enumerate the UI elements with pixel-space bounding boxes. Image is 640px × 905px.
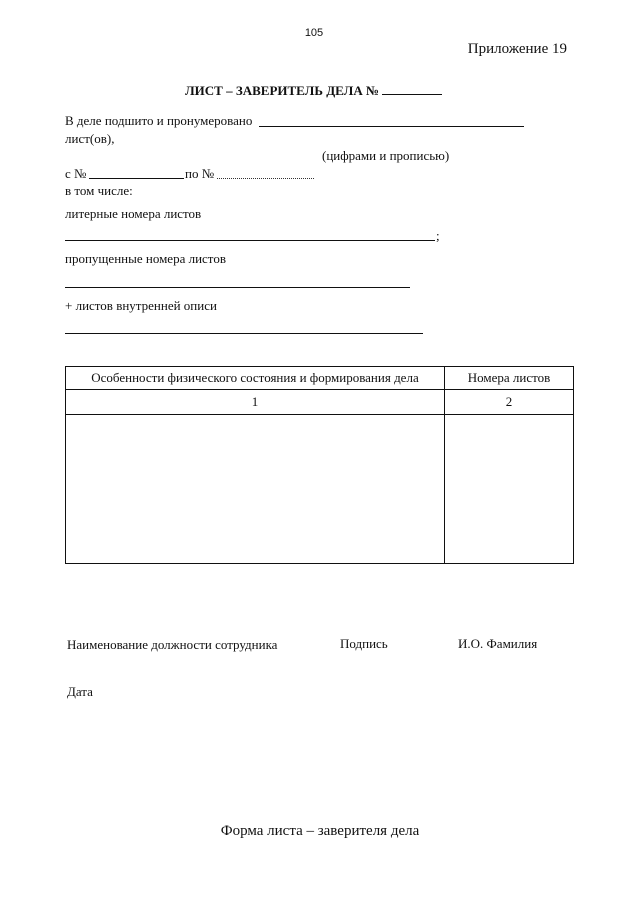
form-title-text: ЛИСТ – ЗАВЕРИТЕЛЬ ДЕЛА № [185, 83, 380, 98]
table-cell [445, 415, 574, 564]
table-row [66, 415, 574, 564]
table-numbering-row [66, 390, 574, 415]
case-number-blank [382, 82, 442, 95]
inner-inventory-line [65, 333, 423, 334]
digits-hint: (цифрами и прописью) [322, 148, 450, 163]
to-number-line [217, 178, 314, 179]
full-name-label: И.О. Фамилия [458, 636, 538, 651]
inner-inventory-label: + листов внутренней описи [65, 298, 217, 313]
table-header-cell: Номера листов [445, 367, 574, 390]
appendix-label: Приложение 19 [467, 41, 567, 57]
case-features-table [65, 366, 574, 564]
including-label: в том числе: [65, 183, 133, 198]
letter-numbers-line [65, 240, 435, 241]
to-label: по № [185, 166, 215, 181]
date-label: Дата [67, 684, 93, 699]
table-cell [66, 415, 445, 564]
position-label: Наименование должности сотрудника [67, 637, 278, 652]
from-number-line [89, 178, 184, 179]
table-column-number: 1 [66, 390, 445, 415]
form-title [185, 82, 442, 99]
page-number: 105 [304, 27, 324, 39]
semicolon: ; [436, 228, 440, 243]
missing-numbers-label: пропущенные номера листов [65, 251, 226, 266]
sheets-label: лист(ов), [65, 131, 115, 146]
from-label: с № [65, 166, 87, 181]
letter-numbers-label: литерные номера листов [65, 206, 202, 221]
footer-caption: Форма листа – заверителя дела [220, 823, 420, 839]
table-header-cell: Особенности физического состояния и формирования дела [66, 367, 445, 390]
missing-numbers-line [65, 287, 410, 288]
signed-label: В деле подшито и пронумеровано [65, 113, 253, 128]
table-column-number: 2 [445, 390, 574, 415]
table-header-row [66, 367, 574, 390]
signed-count-line [259, 126, 524, 127]
signature-label: Подпись [340, 636, 388, 651]
